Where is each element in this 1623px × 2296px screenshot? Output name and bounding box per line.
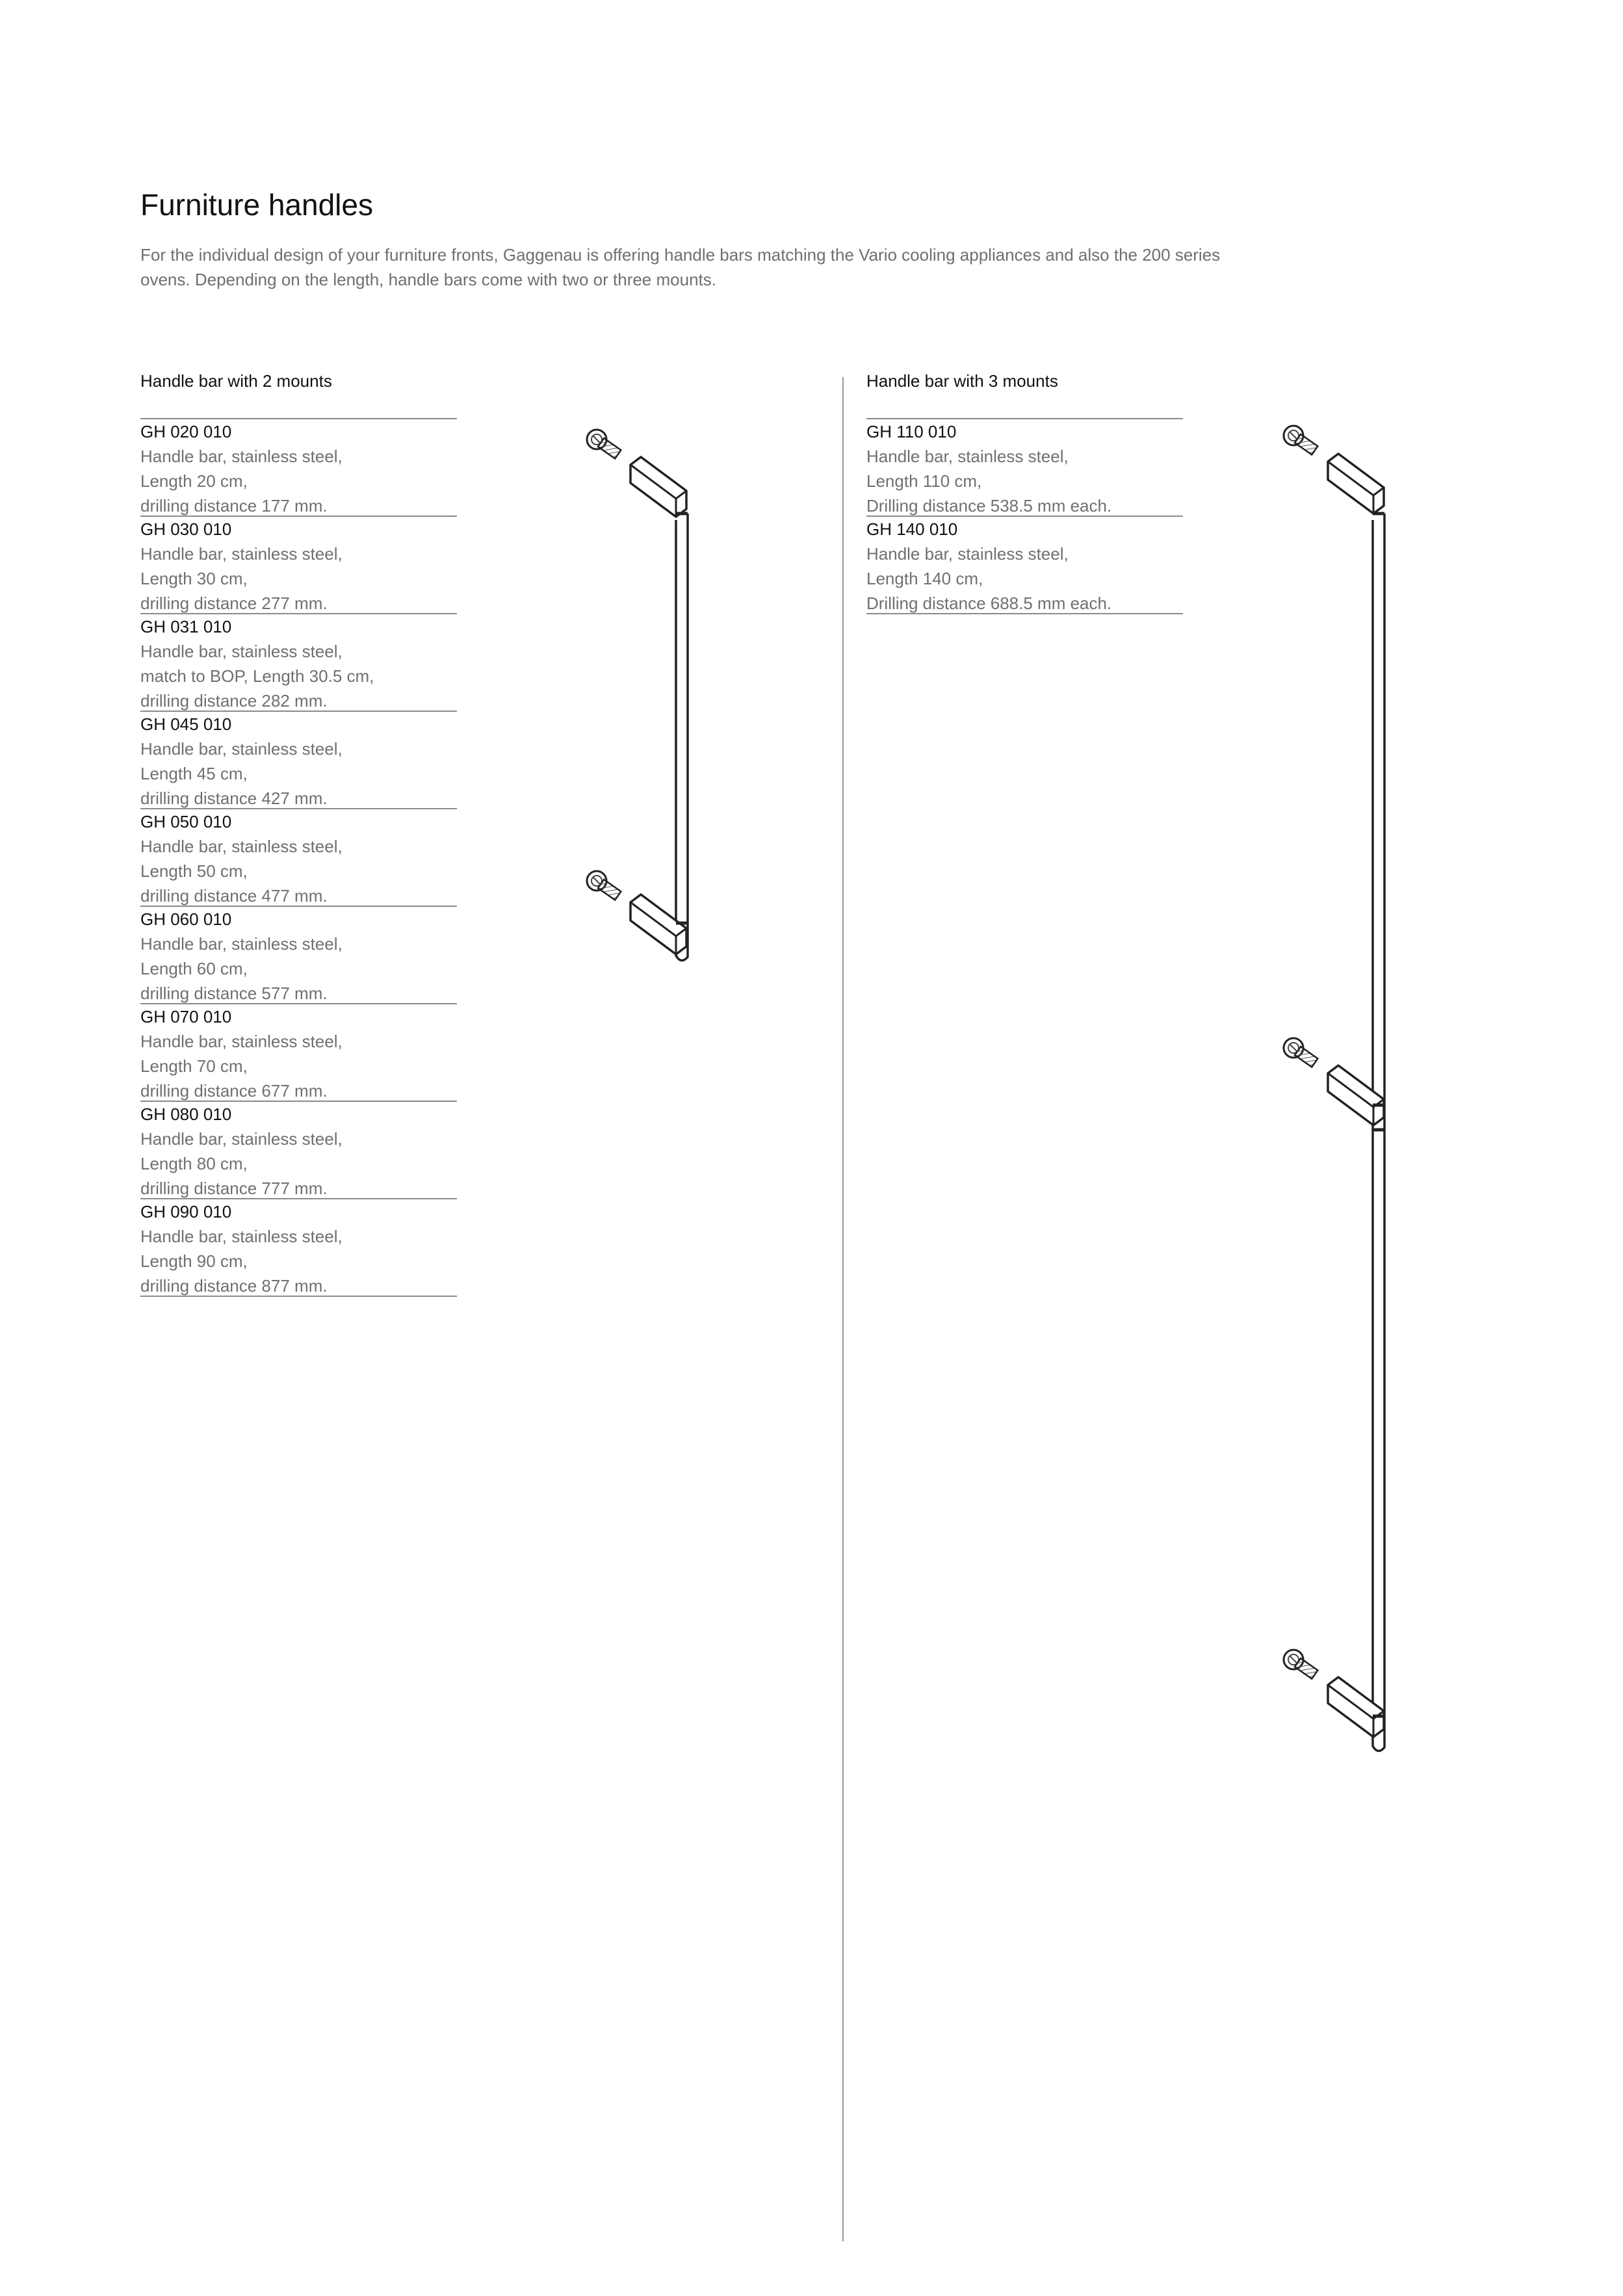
- item-line: drilling distance 777 mm.: [140, 1179, 328, 1198]
- item-line: Length 60 cm,: [140, 959, 248, 978]
- item-line: Handle bar, stainless steel,: [140, 447, 343, 466]
- two-mounts-heading: Handle bar with 2 mounts: [140, 371, 332, 391]
- item-line: Length 20 cm,: [140, 471, 248, 491]
- three-mount-handle-drawing: [1284, 426, 1384, 1751]
- three-mounts-heading: Handle bar with 3 mounts: [866, 371, 1058, 391]
- item-line: Handle bar, stainless steel,: [140, 934, 343, 954]
- item-line: Handle bar, stainless steel,: [140, 837, 343, 856]
- item-line: drilling distance 427 mm.: [140, 789, 328, 808]
- item-code: GH 050 010: [140, 812, 232, 831]
- item-line: Handle bar, stainless steel,: [866, 447, 1069, 466]
- item-line: Length 70 cm,: [140, 1056, 248, 1076]
- item-code: GH 070 010: [140, 1007, 232, 1026]
- two-mount-handle-drawing: [587, 430, 688, 961]
- item-line: Length 30 cm,: [140, 569, 248, 588]
- item-line: Length 90 cm,: [140, 1251, 248, 1271]
- item-line: Length 80 cm,: [140, 1154, 248, 1173]
- intro-paragraph: For the individual design of your furniture fronts, Gaggenau is offering handle bars matching the Vario cooling appliances and also the 200 series ovens. Depending on the length, handle bars come with two or three mounts.: [140, 245, 1221, 289]
- item-line: Handle bar, stainless steel,: [140, 739, 343, 759]
- item-line: Length 45 cm,: [140, 764, 248, 783]
- item-code: GH 060 010: [140, 909, 232, 929]
- item-line: match to BOP, Length 30.5 cm,: [140, 666, 374, 686]
- item-code: GH 045 010: [140, 714, 232, 734]
- item-line: Drilling distance 538.5 mm each.: [866, 496, 1112, 515]
- item-code: GH 090 010: [140, 1202, 232, 1221]
- item-line: drilling distance 477 mm.: [140, 886, 328, 906]
- item-line: drilling distance 177 mm.: [140, 496, 328, 515]
- item-line: Handle bar, stainless steel,: [140, 544, 343, 564]
- item-line: Length 50 cm,: [140, 861, 248, 881]
- item-line: drilling distance 282 mm.: [140, 691, 328, 711]
- page-title: Furniture handles: [140, 188, 373, 222]
- item-line: Drilling distance 688.5 mm each.: [866, 594, 1112, 613]
- item-code: GH 031 010: [140, 617, 232, 636]
- item-line: Handle bar, stainless steel,: [140, 1129, 343, 1149]
- item-line: Length 140 cm,: [866, 569, 983, 588]
- item-line: Handle bar, stainless steel,: [140, 1227, 343, 1246]
- item-code: GH 140 010: [866, 519, 958, 539]
- item-code: GH 030 010: [140, 519, 232, 539]
- item-line: drilling distance 577 mm.: [140, 984, 328, 1003]
- item-code: GH 080 010: [140, 1104, 232, 1124]
- item-line: drilling distance 677 mm.: [140, 1081, 328, 1101]
- item-code: GH 020 010: [140, 422, 232, 441]
- item-line: Handle bar, stainless steel,: [866, 544, 1069, 564]
- item-code: GH 110 010: [866, 422, 957, 441]
- item-line: Handle bar, stainless steel,: [140, 1032, 343, 1051]
- item-line: drilling distance 277 mm.: [140, 594, 328, 613]
- item-line: Length 110 cm,: [866, 471, 982, 491]
- item-line: drilling distance 877 mm.: [140, 1276, 328, 1296]
- item-line: Handle bar, stainless steel,: [140, 642, 343, 661]
